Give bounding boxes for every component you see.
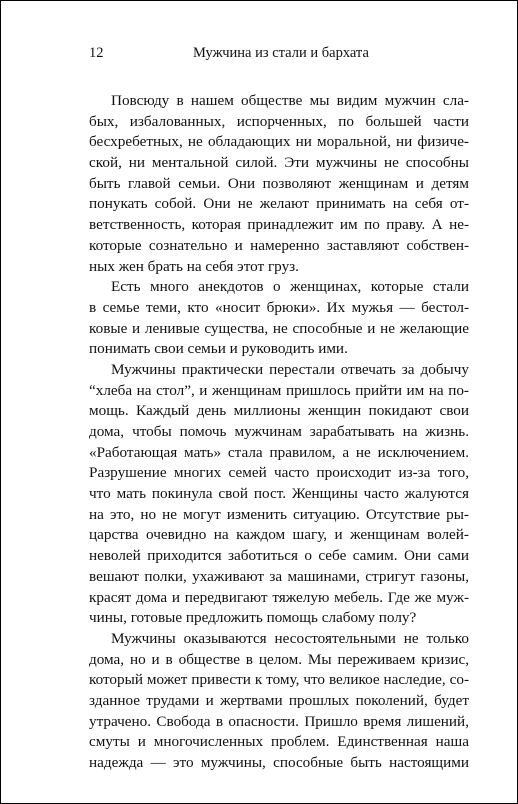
text-line: бесхребетных, не обладающих ни моральной, ни физиче- [89, 133, 469, 151]
text-line: неволей приходится заботиться о себе самим. Они сами [89, 547, 469, 565]
text-line: который может привести к тому, что великое наследие, со- [89, 671, 469, 689]
text-line: вешают полки, ухаживают за машинами, стригут газоны, [89, 567, 469, 585]
text-line: царства очевидно на каждом шагу, и женщинам волей- [89, 526, 469, 544]
paragraph [89, 629, 469, 774]
text-line: чины, готовые предложить помощь слабому полу? [89, 609, 417, 627]
text-line: Есть много анекдотов о женщинах, которые стали [111, 278, 469, 296]
text-line: ных жен брать на себя этот груз. [89, 257, 299, 275]
book-title: Мужчина из стали и бархата [193, 45, 369, 61]
text-line: красят дома и передвигают тяжелую мебель. Где же муж- [89, 588, 469, 606]
text-line: утрачено. Свобода в опасности. Пришло время лишений, [89, 712, 469, 730]
text-line: на это, но не могут изменить ситуацию. Отсутствие ры- [89, 505, 469, 523]
text-line: “хлеба на стол”, и женщинам пришлось прийти им на по- [89, 381, 469, 399]
text-line: ветственность, которая принадлежит им по праву. А не- [89, 216, 469, 234]
text-line: ской, ни ментальной силой. Эти мужчины не способны [89, 154, 469, 172]
running-head [89, 45, 461, 67]
text-line: мощь. Каждый день миллионы женщин покидают свои [89, 402, 469, 420]
page-number: 12 [89, 45, 104, 61]
paragraph [89, 91, 469, 277]
text-line: Разрушение многих семей часто происходит из-за того, [89, 464, 469, 482]
body-text [89, 91, 469, 774]
text-line: понимать свои семьи и руководить ими. [89, 340, 348, 358]
text-line: быть главой семьи. Они позволяют женщинам и детям [89, 174, 469, 192]
text-line: которые сознательно и намеренно заставляют собствен- [89, 236, 469, 254]
text-line: что мать покинула свой пост. Женщины часто жалуются [89, 485, 469, 503]
text-line: бых, избалованных, испорченных, по большей части [89, 112, 469, 130]
text-line: дома, чтобы помочь мужчинам зарабатывать на жизнь. [89, 423, 469, 440]
text-line: Мужчины практически перестали отвечать за добычу [111, 360, 469, 378]
paragraph [89, 360, 469, 629]
paragraph [89, 277, 469, 360]
text-line: в семье теми, кто «носит брюки». Их мужья — бестол- [89, 298, 469, 316]
text-line: дома, но и в обществе в целом. Мы переживаем кризис, [89, 650, 469, 668]
text-line: смуты и многочисленных проблем. Единственная наша [89, 733, 469, 751]
text-line: понукать собой. Они не желают принимать на себя от- [89, 195, 469, 213]
text-line: Повсюду в нашем обществе мы видим мужчин сла- [111, 92, 469, 109]
text-line: надежда — это мужчины, способные быть настоящими [89, 754, 469, 771]
text-line: зданное трудами и жертвами прошлых поколений, будет [89, 691, 469, 709]
text-line: Мужчины оказываются несостоятельными не только [111, 629, 469, 647]
text-line: ковые и ленивые существа, не способные и не желающие [89, 319, 469, 337]
text-line: «Работающая мать» стала правилом, а не исключением. [89, 443, 469, 461]
